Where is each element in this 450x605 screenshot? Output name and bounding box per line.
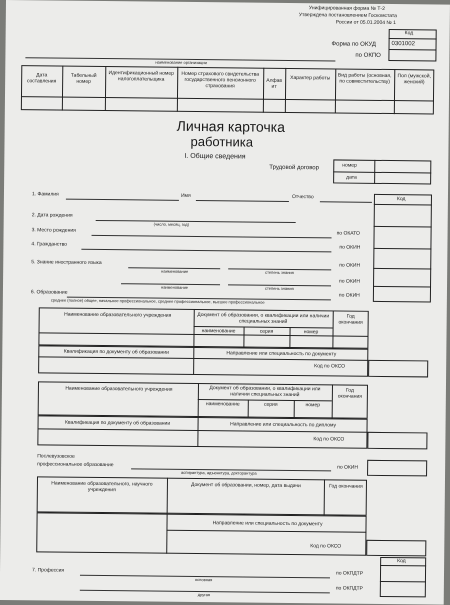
birth-date-label: 2. Дата рождения [31, 212, 73, 219]
okin-label-1: по ОКИН [339, 244, 361, 251]
okpo-label: по ОКПО [355, 52, 381, 59]
citizenship-input[interactable] [81, 249, 331, 253]
okato-label: по ОКАТО [336, 230, 360, 237]
postgrad-document-header: Документ об образовании, номер, дата выдачи [190, 481, 301, 490]
birth-place-input[interactable] [92, 235, 332, 239]
section-general-title: I. Общие сведения [184, 152, 246, 161]
card-title-line1: Личная карточка [176, 117, 286, 135]
col-header-date: Дата составления [26, 72, 57, 85]
postgrad-okso-box[interactable] [366, 540, 426, 557]
edu2-year-header: Год окончания [337, 387, 363, 400]
edu2-institution-header: Наименование образовательного учреждения [65, 385, 173, 393]
col-header-alphabet: Алфавит [266, 77, 283, 90]
birth-place-label: 3. Место рождения [31, 227, 76, 234]
okin-label-4: по ОКИН [338, 292, 360, 299]
col-header-tab-number: Табельный номер [70, 72, 97, 85]
postgrad-year-header: Год окончания [329, 483, 363, 490]
postgrad-okso-label: Код по ОКСО [310, 543, 342, 550]
contract-date-value[interactable] [375, 173, 430, 184]
okpdtr-label-2: по ОКПДТР [335, 585, 363, 592]
approval-line: Утверждена постановлением Госкомстата [298, 12, 397, 20]
okpdtr-label-1: по ОКПДТР [335, 570, 364, 577]
edu2-qualification-header: Квалификация по документу об образовании [64, 419, 171, 427]
language2-level-hint: степень знания [264, 285, 294, 292]
org-caption: наименование организации [155, 59, 207, 66]
edu2-series-header: серия [263, 401, 278, 408]
patronymic-label: Отчество [291, 194, 314, 201]
postgrad-okin-label: по ОКИН [337, 464, 359, 471]
postgrad-hint: аспирантура, адъюнктура, докторантура [181, 469, 257, 476]
codes-header: Код [396, 196, 406, 203]
postgrad-okin-box[interactable] [367, 460, 427, 477]
edu1-document-header: Документ об образовании, о квалификации или наличии специальных знаний [197, 312, 330, 325]
education-hint: среднее (полное) общее, начальное профессиональное, среднее профессиональное, высшее профессиональное [50, 297, 265, 305]
edu1-direction-header: Направление или специальность по документу [226, 350, 337, 358]
education-label: 6. Образование [30, 289, 68, 296]
col-header-snils: Номер страхового свидетельства государственного пенсионного страхования [181, 70, 260, 90]
contract-number-label: номер [342, 162, 357, 169]
form-number-line: Унифицированная форма № Т-2 [308, 5, 385, 12]
card-title-line2: работника [190, 133, 254, 150]
postgrad-label-1: Послевузовское [37, 453, 75, 460]
edu2-number-header: номер [305, 402, 321, 409]
language2-name-hint: наименование [160, 284, 189, 290]
edu2-document-header: Документ об образовании, о квалификации или наличии специальных знаний [209, 385, 321, 399]
edu1-okso-label: Код по ОКСО [314, 363, 346, 370]
contract-date-label: дата [346, 174, 357, 181]
language-level-hint: степень знания [265, 269, 294, 276]
col-header-inn: Идентификационный номер налогоплательщика [108, 70, 174, 83]
edu1-number-header: номер [303, 329, 319, 336]
edu2-direction-header: Направление или специальность по диплому [230, 421, 337, 429]
edu1-year-header: Год окончания [338, 313, 363, 326]
surname-input[interactable] [66, 199, 179, 201]
name-input[interactable] [196, 200, 289, 202]
postgrad-direction-header: Направление или специальность по документу [212, 520, 323, 528]
profession-other-hint: другая [197, 592, 211, 598]
okud-value[interactable]: 0301002 [391, 41, 415, 48]
okin-label-3: по ОКИН [339, 278, 360, 285]
edu2-okso-label: Код по ОКСО [313, 436, 345, 443]
edu1-institution-header: Наименование образовательного учреждения [64, 311, 172, 319]
profession-code-label: Код [397, 558, 406, 565]
patronymic-input[interactable] [320, 201, 372, 203]
postgrad-label-2: профессиональное образование [37, 461, 114, 469]
birth-date-hint: (число, месяц, год) [153, 221, 189, 227]
edu1-series-header: серия [259, 328, 274, 335]
profession-main-hint: основная [194, 577, 213, 583]
languages-label: 5. Знание иностранного языка [31, 259, 102, 267]
approval-date-line: России от 05.01.2004 № 1 [335, 19, 396, 27]
edu1-docname-header: наименование [201, 328, 236, 335]
code-label: Код [404, 30, 414, 37]
language-name-hint: наименование [161, 268, 189, 274]
edu2-docname-header: наименование [205, 401, 240, 408]
surname-label: 1. Фамилия [31, 191, 59, 198]
col-header-gender: Пол (мужской, женский) [397, 73, 431, 86]
contract-label: Трудовой договор [269, 164, 320, 172]
edu1-okso-box[interactable] [368, 360, 428, 378]
birth-date-input[interactable] [96, 220, 296, 223]
citizenship-label: 4. Гражданство [31, 241, 68, 248]
edu2-okso-box[interactable] [367, 432, 427, 450]
okin-label-2: по ОКИН [339, 262, 361, 269]
name-label: Имя [180, 192, 191, 199]
edu1-qualification-header: Квалификация по документу об образовании [63, 348, 169, 356]
col-header-work-nature: Характер работы [290, 74, 331, 82]
postgrad-institution-header: Наименование образовательного, научного учреждения [51, 480, 153, 494]
profession-label: 7. Профессия [31, 567, 65, 574]
col-header-work-type: Вид работы (основная, по совместительству) [337, 72, 392, 86]
contract-number-value[interactable] [375, 161, 430, 172]
okud-label: Форма по ОКУД [331, 41, 377, 48]
